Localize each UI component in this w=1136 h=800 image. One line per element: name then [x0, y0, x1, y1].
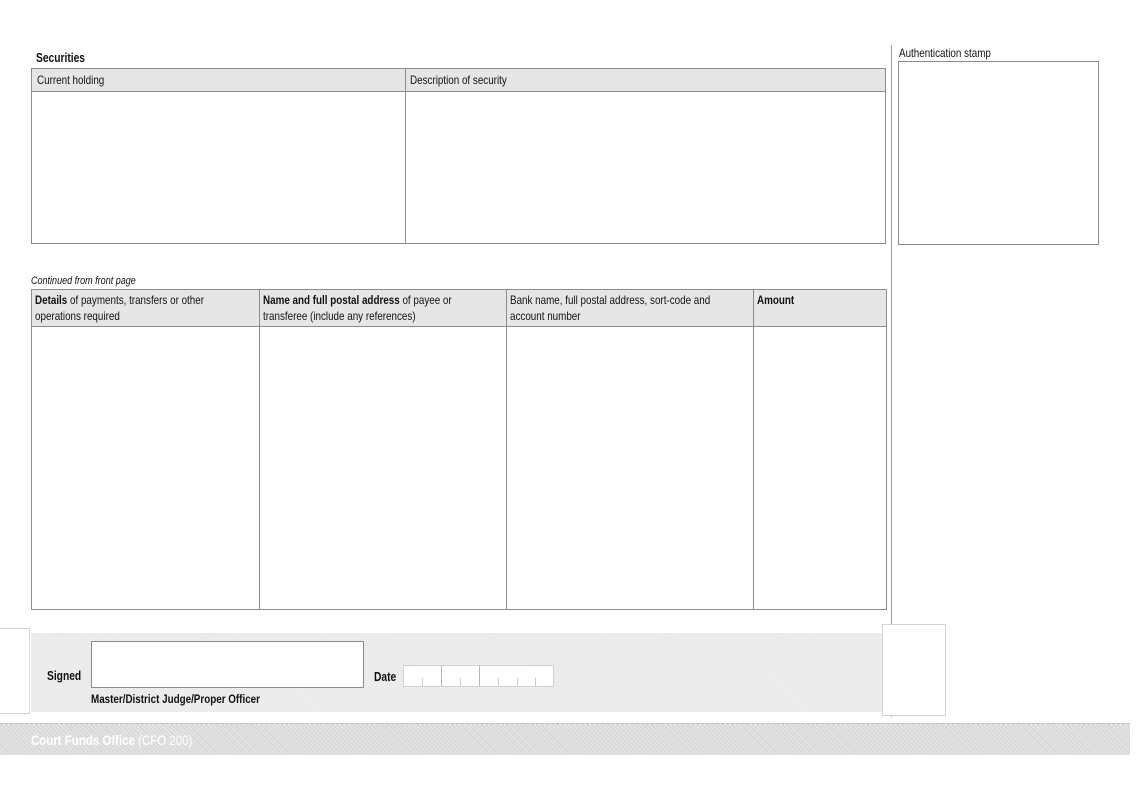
date-month-separator — [479, 666, 480, 686]
current-holding-field[interactable] — [32, 91, 405, 243]
signed-label: Signed — [47, 669, 82, 683]
footer-code: (CFO 200) — [138, 732, 193, 748]
amount-field[interactable] — [754, 326, 886, 609]
right-margin-tab — [882, 624, 946, 716]
vertical-divider — [891, 45, 892, 717]
description-of-security-field[interactable] — [406, 91, 885, 243]
signature-field[interactable] — [91, 641, 364, 688]
footer-label — [31, 732, 228, 748]
date-digit-tick — [535, 678, 536, 686]
footer-office: Court Funds Office — [31, 732, 135, 748]
payments-table-header — [32, 290, 886, 327]
date-digit-tick — [498, 678, 499, 686]
left-margin-tab — [0, 628, 30, 714]
securities-title: Securities — [36, 51, 86, 65]
description-of-security-header: Description of security — [410, 73, 507, 87]
date-day-separator — [441, 666, 442, 686]
footer-band — [0, 723, 1130, 755]
securities-table — [31, 68, 886, 244]
continued-caption: Continued from front page — [31, 275, 136, 287]
signer-caption: Master/District Judge/Proper Officer — [91, 692, 260, 706]
date-digit-tick — [517, 678, 518, 686]
bank-details-field[interactable] — [507, 326, 753, 609]
amount-header: Amount — [757, 293, 795, 307]
date-label: Date — [374, 670, 397, 684]
bank-details-header: Bank name, full postal address, sort-code and account number — [510, 293, 711, 323]
current-holding-header: Current holding — [37, 73, 105, 87]
date-digit-tick — [460, 678, 461, 686]
date-digit-tick — [422, 678, 423, 686]
payee-address-header: Name and full postal address of payee or transferee (include any references) — [263, 293, 452, 323]
payments-table — [31, 289, 887, 610]
payee-address-field[interactable] — [260, 326, 506, 609]
details-field[interactable] — [32, 326, 259, 609]
authentication-stamp-label: Authentication stamp — [899, 46, 991, 60]
details-header: Details of payments, transfers or other operations required — [35, 293, 205, 323]
securities-table-header — [32, 69, 885, 92]
date-field[interactable] — [403, 665, 554, 687]
authentication-stamp-box[interactable] — [898, 61, 1099, 245]
